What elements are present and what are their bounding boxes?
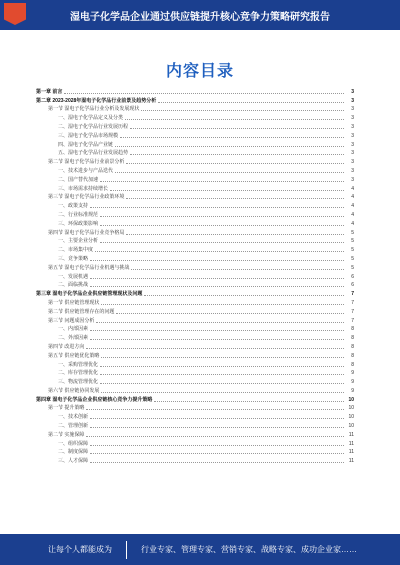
toc-leader-dots bbox=[115, 146, 344, 147]
toc-entry-label: 一、内部因素 bbox=[58, 326, 89, 333]
toc-entry-label: 二、管理创新 bbox=[58, 423, 89, 430]
toc-entry[interactable] bbox=[36, 394, 354, 403]
toc-entry-label: 一、技术进步与产品迭代 bbox=[58, 167, 114, 174]
toc-leader-dots bbox=[90, 330, 344, 331]
toc-entry[interactable] bbox=[36, 139, 354, 148]
toc-leader-dots bbox=[100, 181, 344, 182]
toc-leader-dots bbox=[101, 304, 344, 305]
toc-entry-page: 11 bbox=[348, 449, 354, 456]
footer-slogan: 让每个人都能成为 bbox=[48, 545, 112, 554]
toc-entry-page: 5 bbox=[351, 247, 354, 254]
toc-entry[interactable] bbox=[36, 271, 354, 280]
toc-leader-dots bbox=[90, 427, 344, 428]
toc-entry-page: 8 bbox=[351, 326, 354, 333]
toc-entry[interactable] bbox=[36, 376, 354, 385]
toc-entry[interactable] bbox=[36, 455, 354, 464]
header-title: 湿电子化学品企业通过供应链提升核心竞争力策略研究报告 bbox=[70, 11, 330, 23]
toc-entry-label: 第六节 供应链协同发展 bbox=[48, 387, 100, 394]
toc-leader-dots bbox=[90, 445, 344, 446]
toc-entry-page: 8 bbox=[351, 343, 354, 350]
toc-entry[interactable] bbox=[36, 227, 354, 236]
toc-entry-label: 二、国产替代加速 bbox=[58, 176, 99, 183]
toc-leader-dots bbox=[110, 190, 344, 191]
toc-entry-label: 一、湿电子化学品定义及分类 bbox=[58, 115, 124, 122]
toc-leader-dots bbox=[126, 198, 344, 199]
toc-entry-page: 7 bbox=[351, 317, 354, 324]
toc-entry-label: 第五节 供应链优化策略 bbox=[48, 352, 100, 359]
toc-entry-page: 7 bbox=[351, 308, 354, 315]
footer-tagline: 行业专家、管理专家、营销专家、战略专家、成功企业家…… bbox=[141, 545, 357, 554]
toc-entry-page: 4 bbox=[351, 211, 354, 218]
toc-entry[interactable] bbox=[36, 253, 354, 262]
toc-leader-dots bbox=[144, 295, 344, 296]
toc-leader-dots bbox=[154, 401, 344, 402]
toc-leader-dots bbox=[125, 119, 344, 120]
toc-entry-page: 3 bbox=[351, 132, 354, 139]
toc-entry-page: 3 bbox=[351, 167, 354, 174]
toc-leader-dots bbox=[101, 357, 344, 358]
toc-entry-page: 10 bbox=[348, 396, 354, 403]
toc-entry-label: 一、技术创新 bbox=[58, 414, 89, 421]
toc-leader-dots bbox=[100, 242, 344, 243]
toc-entry-label: 二、库存管理优化 bbox=[58, 370, 99, 377]
toc-entry-label: 第二节 供应链管理存在的问题 bbox=[48, 308, 115, 315]
toc-entry-label: 第一节 供应链管理现状 bbox=[48, 299, 100, 306]
toc-leader-dots bbox=[100, 366, 344, 367]
footer-bar bbox=[0, 534, 400, 565]
toc-entry-page: 3 bbox=[351, 115, 354, 122]
toc-entry[interactable] bbox=[36, 315, 354, 324]
toc-entry-label: 三、市场需求持续增长 bbox=[58, 185, 109, 192]
toc-entry[interactable] bbox=[36, 324, 354, 333]
toc-entry[interactable] bbox=[36, 341, 354, 350]
toc-leader-dots bbox=[90, 453, 344, 454]
toc-entry-page: 10 bbox=[348, 423, 354, 430]
toc-entry-label: 三、人才保障 bbox=[58, 458, 89, 465]
toc-leader-dots bbox=[120, 137, 344, 138]
toc-entry-label: 五、湿电子化学品行业发展趋势 bbox=[58, 150, 129, 157]
toc-leader-dots bbox=[90, 207, 344, 208]
toc-leader-dots bbox=[131, 269, 344, 270]
toc-leader-dots bbox=[90, 286, 344, 287]
toc-leader-dots bbox=[64, 93, 344, 94]
toc-entry-page: 3 bbox=[351, 141, 354, 148]
toc-entry[interactable] bbox=[36, 350, 354, 359]
toc-entry-page: 3 bbox=[351, 176, 354, 183]
toc-entry[interactable] bbox=[36, 192, 354, 201]
toc-entry-label: 一、主要企业分析 bbox=[58, 238, 99, 245]
toc-entry[interactable] bbox=[36, 130, 354, 139]
toc-leader-dots bbox=[115, 172, 344, 173]
toc-entry-page: 3 bbox=[351, 150, 354, 157]
toc-leader-dots bbox=[90, 462, 344, 463]
toc-entry-label: 三、物流管理优化 bbox=[58, 379, 99, 386]
toc-entry[interactable] bbox=[36, 183, 354, 192]
toc-entry[interactable] bbox=[36, 359, 354, 368]
toc-leader-dots bbox=[130, 128, 344, 129]
toc-entry[interactable] bbox=[36, 411, 354, 420]
toc-entry-label: 第二节 湿电子化学品行业前景分析 bbox=[48, 159, 125, 166]
toc-entry[interactable] bbox=[36, 306, 354, 315]
toc-leader-dots bbox=[130, 154, 344, 155]
toc-entry-page: 9 bbox=[351, 370, 354, 377]
toc-entry[interactable] bbox=[36, 165, 354, 174]
toc-entry[interactable] bbox=[36, 244, 354, 253]
toc-entry-label: 第四节 改进方向 bbox=[48, 343, 85, 350]
toc-entry-page: 5 bbox=[351, 255, 354, 262]
toc-entry[interactable] bbox=[36, 420, 354, 429]
toc-entry-label: 二、湿电子化学品行业发展历程 bbox=[58, 123, 129, 130]
footer-divider bbox=[126, 541, 127, 559]
toc-entry-label: 三、环保政策影响 bbox=[58, 220, 99, 227]
toc-entry-label: 第一节 湿电子化学品行业分析及发展现状 bbox=[48, 106, 140, 113]
toc-leader-dots bbox=[90, 339, 344, 340]
toc-entry[interactable] bbox=[36, 236, 354, 245]
toc-entry-label: 第二章 2023-2028年湿电子化学品行业前景及趋势分析 bbox=[36, 97, 157, 104]
toc-leader-dots bbox=[86, 436, 344, 437]
toc-entry-page: 6 bbox=[351, 282, 354, 289]
toc-entry-page: 7 bbox=[351, 291, 354, 298]
toc-entry[interactable] bbox=[36, 112, 354, 121]
toc-leader-dots bbox=[90, 278, 344, 279]
toc-leader-dots bbox=[126, 234, 344, 235]
toc-leader-dots bbox=[90, 418, 344, 419]
toc-entry-label: 第一章 前言 bbox=[36, 88, 63, 95]
toc-entry-label: 一、组织保障 bbox=[58, 440, 89, 447]
toc-entry-page: 3 bbox=[351, 88, 354, 95]
toc-leader-dots bbox=[96, 322, 344, 323]
toc-leader-dots bbox=[116, 313, 344, 314]
toc-entry-label: 四、湿电子化学品产业链 bbox=[58, 141, 114, 148]
toc-entry-page: 7 bbox=[351, 299, 354, 306]
toc-entry-label: 二、外部因素 bbox=[58, 335, 89, 342]
toc-entry[interactable] bbox=[36, 148, 354, 157]
toc-entry-label: 第二节 实施保障 bbox=[48, 431, 85, 438]
toc-entry-label: 二、面临挑战 bbox=[58, 282, 89, 289]
toc-entry[interactable] bbox=[36, 86, 354, 95]
toc-leader-dots bbox=[86, 348, 344, 349]
toc-entry[interactable] bbox=[36, 121, 354, 130]
toc-entry-page: 3 bbox=[351, 123, 354, 130]
toc-entry[interactable] bbox=[36, 403, 354, 412]
toc-entry-page: 8 bbox=[351, 335, 354, 342]
toc-entry-page: 8 bbox=[351, 361, 354, 368]
toc-entry[interactable] bbox=[36, 209, 354, 218]
toc-entry-label: 二、行业标准规范 bbox=[58, 211, 99, 218]
toc-entry-label: 二、制度保障 bbox=[58, 449, 89, 456]
toc-title: 内容目录 bbox=[165, 63, 234, 80]
toc-entry[interactable] bbox=[36, 385, 354, 394]
toc-entry-page: 5 bbox=[351, 229, 354, 236]
toc-leader-dots bbox=[100, 383, 344, 384]
header-bar bbox=[0, 0, 400, 30]
toc-entry-page: 11 bbox=[348, 440, 354, 447]
toc-entry[interactable] bbox=[36, 297, 354, 306]
toc-entry-page: 9 bbox=[351, 387, 354, 394]
toc-entry[interactable] bbox=[36, 332, 354, 341]
toc-entry[interactable] bbox=[36, 368, 354, 377]
toc-entry-page: 4 bbox=[351, 220, 354, 227]
toc-entry-page: 4 bbox=[351, 194, 354, 201]
toc-leader-dots bbox=[100, 374, 344, 375]
toc-entry[interactable] bbox=[36, 429, 354, 438]
toc-entry-label: 第四节 湿电子化学品行业竞争格局 bbox=[48, 229, 125, 236]
toc-entry-page: 10 bbox=[348, 414, 354, 421]
toc-entry-label: 第三节 问题成因分析 bbox=[48, 317, 95, 324]
toc-entry[interactable] bbox=[36, 280, 354, 289]
toc-entry-page: 11 bbox=[348, 458, 354, 465]
toc-entry-label: 一、采购管理优化 bbox=[58, 361, 99, 368]
toc-entry[interactable] bbox=[36, 288, 354, 297]
logo-icon bbox=[4, 3, 26, 25]
toc-leader-dots bbox=[95, 251, 344, 252]
toc-entry[interactable] bbox=[36, 447, 354, 456]
toc-entry-label: 第三节 湿电子化学品行业政策环境 bbox=[48, 194, 125, 201]
toc-entry-page: 3 bbox=[351, 97, 354, 104]
toc-entry-page: 5 bbox=[351, 264, 354, 271]
toc-entry-label: 一、发展机遇 bbox=[58, 273, 89, 280]
toc-leader-dots bbox=[100, 225, 344, 226]
toc-leader-dots bbox=[100, 216, 344, 217]
toc-entry-page: 3 bbox=[351, 159, 354, 166]
toc-entry[interactable] bbox=[36, 174, 354, 183]
table-of-contents bbox=[36, 86, 354, 464]
toc-entry-page: 11 bbox=[348, 431, 354, 438]
toc-leader-dots bbox=[126, 163, 344, 164]
toc-entry[interactable] bbox=[36, 156, 354, 165]
toc-entry-page: 10 bbox=[348, 405, 354, 412]
toc-entry-page: 5 bbox=[351, 238, 354, 245]
toc-entry[interactable] bbox=[36, 200, 354, 209]
toc-entry-label: 一、政策支持 bbox=[58, 203, 89, 210]
toc-entry-page: 4 bbox=[351, 203, 354, 210]
toc-entry[interactable] bbox=[36, 438, 354, 447]
toc-entry-page: 9 bbox=[351, 379, 354, 386]
toc-entry[interactable] bbox=[36, 218, 354, 227]
toc-entry[interactable] bbox=[36, 104, 354, 113]
toc-entry-label: 第一节 提升策略 bbox=[48, 405, 85, 412]
toc-entry-label: 第五节 湿电子化学品行业机遇与挑战 bbox=[48, 264, 130, 271]
toc-entry-page: 4 bbox=[351, 185, 354, 192]
toc-entry-label: 三、湿电子化学品市场规模 bbox=[58, 132, 119, 139]
toc-leader-dots bbox=[141, 110, 344, 111]
toc-leader-dots bbox=[158, 102, 344, 103]
toc-leader-dots bbox=[90, 260, 344, 261]
toc-entry-page: 6 bbox=[351, 273, 354, 280]
toc-entry-label: 第三章 湿电子化学品企业供应链管理现状及问题 bbox=[36, 291, 143, 298]
toc-entry-label: 二、市场集中度 bbox=[58, 247, 94, 254]
toc-entry[interactable] bbox=[36, 262, 354, 271]
toc-leader-dots bbox=[101, 392, 344, 393]
toc-entry-label: 三、竞争策略 bbox=[58, 255, 89, 262]
toc-entry[interactable] bbox=[36, 95, 354, 104]
toc-entry-page: 3 bbox=[351, 106, 354, 113]
toc-entry-page: 8 bbox=[351, 352, 354, 359]
toc-leader-dots bbox=[86, 409, 344, 410]
toc-entry-label: 第四章 湿电子化学品企业供应链核心竞争力提升策略 bbox=[36, 396, 153, 403]
